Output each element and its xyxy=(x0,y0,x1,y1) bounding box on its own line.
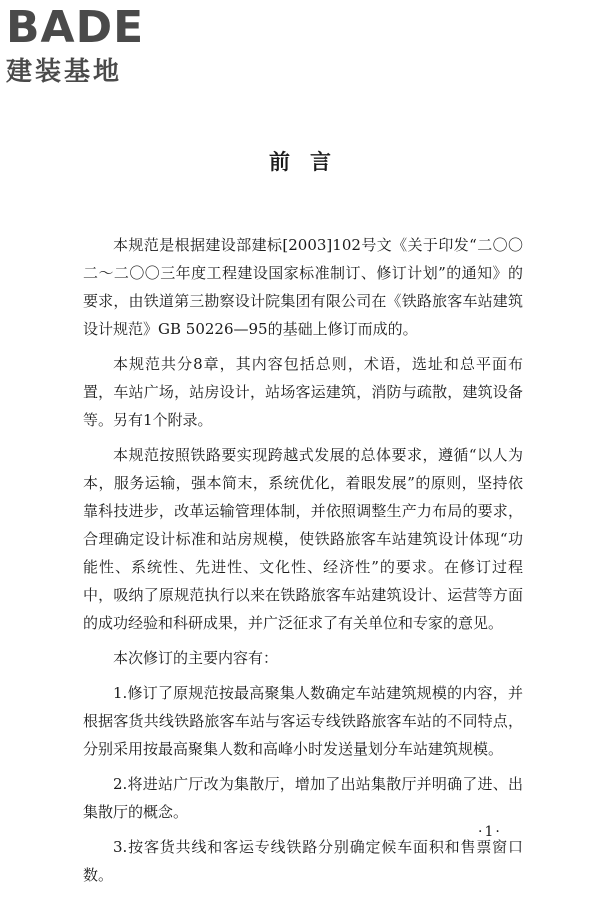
preface-body xyxy=(83,231,523,896)
paragraph: 本规范共分8章，其内容包括总则，术语，选址和总平面布置，车站广场，站房设计，站场客运建筑，消防与疏散，建筑设备等。另有1个附录。 xyxy=(83,355,523,429)
paragraph: 3.按客货共线和客运专线铁路分别确定候车面积和售票窗口数。 xyxy=(83,838,523,884)
page-title: 前言 xyxy=(269,150,351,174)
logo-subtitle: 建装基地 xyxy=(6,57,123,87)
paragraph: 本次修订的主要内容有： xyxy=(113,649,279,667)
paragraph: 1.修订了原规范按最高聚集人数确定车站建筑规模的内容，并根据客货共线铁路旅客车站与客运专线铁路旅客车站的不同特点，分别采用按最高聚集人数和高峰小时发送量划分车站建筑规模。 xyxy=(83,684,523,758)
paragraph: 本规范按照铁路要实现跨越式发展的总体要求，遵循“以人为本，服务运输，强本简末，系统优化，着眼发展”的原则，坚持依靠科技进步，改革运输管理体制，并依照调整生产力布局的要求，合理确定设计标准和站房规模，使铁路旅客车站建筑设计体现“功能性、系统性、先进性、文化性、经济性”的要求。在修订过程中，吸纳了原规范执行以来在铁路旅客车站建筑设计、运营等方面的成功经验和科研成果，并广泛征求了有关单位和专家的意见。 xyxy=(83,446,523,632)
paragraph: 本规范是根据建设部建标[2003]102号文《关于印发“二〇〇二～二〇〇三年度工程建设国家标准制订、修订计划”的通知》的要求，由铁道第三勘察设计院集团有限公司在《铁路旅客车站建筑设计规范》GB 50226—95的基础上修订而成的。 xyxy=(83,236,523,338)
paragraph: 2.将进站广厅改为集散厅，增加了出站集散厅并明确了进、出集散厅的概念。 xyxy=(83,775,523,821)
page-number: ·1· xyxy=(478,824,502,840)
bade-logo xyxy=(6,4,176,88)
logo-mark: BADE xyxy=(6,2,145,53)
